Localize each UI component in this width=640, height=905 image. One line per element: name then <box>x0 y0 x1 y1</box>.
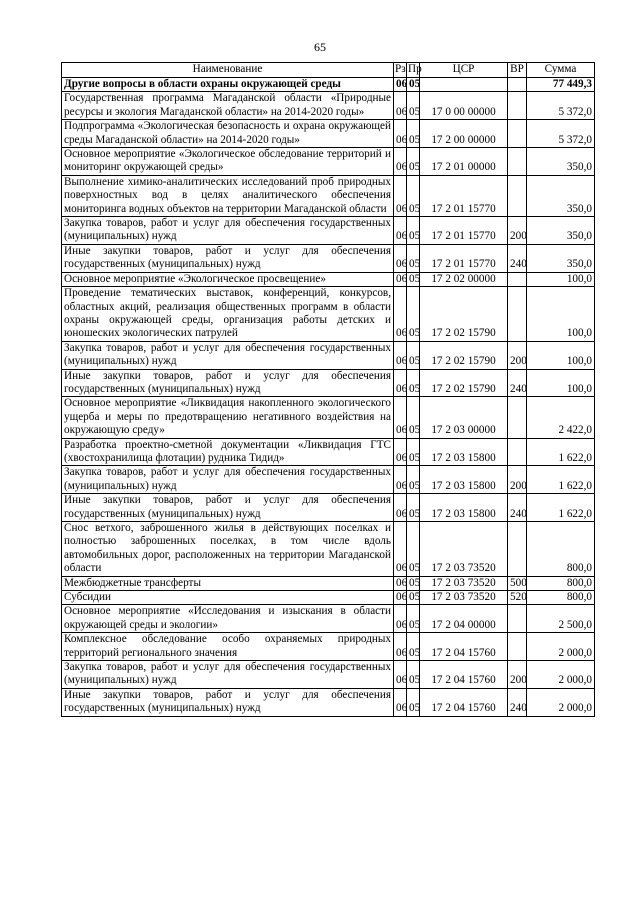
cell-vr <box>508 175 527 216</box>
table-header-row <box>62 63 595 78</box>
table-row <box>62 661 595 689</box>
cell-vr <box>508 397 527 438</box>
cell-pr: 05 <box>407 272 420 286</box>
table-row <box>62 605 595 633</box>
cell-pr: 05 <box>407 494 420 522</box>
cell-rz: 06 <box>394 466 407 494</box>
cell-sum: 100,0 <box>527 272 595 286</box>
cell-name: Выполнение химико-аналитических исследований проб природных поверхностных вод в целях аналитического обеспечения мониторинга водных объектов на территории Магаданской области <box>62 175 394 216</box>
cell-sum: 1 622,0 <box>527 438 595 466</box>
cell-vr: 200 <box>508 466 527 494</box>
cell-rz: 06 <box>394 522 407 577</box>
table-row <box>62 287 595 342</box>
cell-name: Государственная программа Магаданской области «Природные ресурсы и экология Магаданской области» на 2014-2020 годы» <box>62 92 394 120</box>
cell-rz: 06 <box>394 661 407 689</box>
table-row <box>62 217 595 245</box>
cell-pr: 05 <box>407 633 420 661</box>
page-number: 65 <box>314 40 326 54</box>
table-row <box>62 522 595 577</box>
cell-vr <box>508 633 527 661</box>
budget-table <box>61 62 595 717</box>
cell-csr: 17 2 03 15800 <box>420 438 508 466</box>
cell-csr: 17 2 00 00000 <box>420 120 508 148</box>
cell-rz: 06 <box>394 244 407 272</box>
table-row <box>62 494 595 522</box>
cell-pr: 05 <box>407 576 420 590</box>
cell-sum: 2 000,0 <box>527 633 595 661</box>
cell-vr: 240 <box>508 494 527 522</box>
table-row <box>62 688 595 716</box>
table-row <box>62 120 595 148</box>
cell-vr: 200 <box>508 217 527 245</box>
cell-csr: 17 2 01 15770 <box>420 217 508 245</box>
cell-sum: 2 500,0 <box>527 605 595 633</box>
cell-rz: 06 <box>394 148 407 176</box>
cell-csr: 17 0 00 00000 <box>420 92 508 120</box>
table-row <box>62 633 595 661</box>
cell-vr: 520 <box>508 591 527 605</box>
cell-pr: 05 <box>407 175 420 216</box>
cell-rz: 06 <box>394 438 407 466</box>
cell-name: Основное мероприятие «Экологическое обследование территорий и мониторинг окружающей среды» <box>62 148 394 176</box>
cell-csr: 17 2 01 15770 <box>420 244 508 272</box>
cell-name: Иные закупки товаров, работ и услуг для обеспечения государственных (муниципальных) нужд <box>62 688 394 716</box>
cell-csr: 17 2 03 73520 <box>420 522 508 577</box>
cell-sum: 100,0 <box>527 341 595 369</box>
table-row <box>62 78 595 92</box>
cell-sum: 2 000,0 <box>527 661 595 689</box>
cell-sum: 800,0 <box>527 576 595 590</box>
table-row <box>62 92 595 120</box>
cell-rz: 06 <box>394 688 407 716</box>
cell-rz: 06 <box>394 369 407 397</box>
cell-vr: 240 <box>508 244 527 272</box>
cell-sum: 2 000,0 <box>527 688 595 716</box>
cell-pr: 05 <box>407 605 420 633</box>
header-vr: ВР <box>508 63 527 78</box>
cell-rz: 06 <box>394 175 407 216</box>
cell-pr: 05 <box>407 688 420 716</box>
table-row <box>62 397 595 438</box>
cell-sum: 800,0 <box>527 591 595 605</box>
cell-pr: 05 <box>407 522 420 577</box>
cell-pr: 05 <box>407 438 420 466</box>
cell-name: Основное мероприятие «Ликвидация накопленного экологического ущерба и меры по предотвращению негативного воздействия на окружающую среду» <box>62 397 394 438</box>
cell-csr: 17 2 04 15760 <box>420 633 508 661</box>
cell-sum: 5 372,0 <box>527 92 595 120</box>
cell-name: Комплексное обследование особо охраняемых природных территорий регионального значения <box>62 633 394 661</box>
cell-csr: 17 2 04 15760 <box>420 661 508 689</box>
cell-vr <box>508 272 527 286</box>
cell-csr: 17 2 02 15790 <box>420 369 508 397</box>
cell-vr <box>508 287 527 342</box>
cell-pr: 05 <box>407 466 420 494</box>
cell-name: Иные закупки товаров, работ и услуг для обеспечения государственных (муниципальных) нужд <box>62 369 394 397</box>
table-row <box>62 272 595 286</box>
cell-rz: 06 <box>394 120 407 148</box>
cell-vr: 500 <box>508 576 527 590</box>
cell-name: Закупка товаров, работ и услуг для обеспечения государственных (муниципальных) нужд <box>62 661 394 689</box>
cell-sum: 1 622,0 <box>527 466 595 494</box>
cell-pr: 05 <box>407 217 420 245</box>
cell-vr: 200 <box>508 341 527 369</box>
cell-vr <box>508 78 527 92</box>
cell-rz: 06 <box>394 633 407 661</box>
cell-name: Подпрограмма «Экологическая безопасность и охрана окружающей среды Магаданской области» на 2014-2020 годы» <box>62 120 394 148</box>
cell-csr: 17 2 02 00000 <box>420 272 508 286</box>
table-row <box>62 466 595 494</box>
cell-pr: 05 <box>407 120 420 148</box>
cell-pr: 05 <box>407 661 420 689</box>
cell-csr: 17 2 01 15770 <box>420 175 508 216</box>
cell-csr: 17 2 02 15790 <box>420 287 508 342</box>
cell-rz: 06 <box>394 272 407 286</box>
cell-name: Иные закупки товаров, работ и услуг для обеспечения государственных (муниципальных) нужд <box>62 244 394 272</box>
cell-sum: 800,0 <box>527 522 595 577</box>
cell-pr: 05 <box>407 92 420 120</box>
cell-vr: 240 <box>508 369 527 397</box>
cell-name: Закупка товаров, работ и услуг для обеспечения государственных (муниципальных) нужд <box>62 341 394 369</box>
cell-pr: 05 <box>407 78 420 92</box>
cell-vr <box>508 522 527 577</box>
cell-name: Иные закупки товаров, работ и услуг для обеспечения государственных (муниципальных) нужд <box>62 494 394 522</box>
cell-csr <box>420 78 508 92</box>
cell-csr: 17 2 03 73520 <box>420 591 508 605</box>
cell-rz: 06 <box>394 78 407 92</box>
cell-vr <box>508 148 527 176</box>
cell-csr: 17 2 04 15760 <box>420 688 508 716</box>
cell-vr: 200 <box>508 661 527 689</box>
cell-pr: 05 <box>407 244 420 272</box>
cell-name: Снос ветхого, заброшенного жилья в действующих поселках и полностью заброшенных поселках, в том числе вдоль автомобильных дорог, расположенных на территории Магаданской области <box>62 522 394 577</box>
cell-rz: 06 <box>394 341 407 369</box>
cell-vr: 240 <box>508 688 527 716</box>
cell-vr <box>508 92 527 120</box>
table-row <box>62 576 595 590</box>
cell-rz: 06 <box>394 591 407 605</box>
cell-pr: 05 <box>407 148 420 176</box>
cell-name: Закупка товаров, работ и услуг для обеспечения государственных (муниципальных) нужд <box>62 217 394 245</box>
cell-csr: 17 2 04 00000 <box>420 605 508 633</box>
cell-name: Разработка проектно-сметной документации «Ликвидация ГТС (хвостохранилища флотации) рудника Тидид» <box>62 438 394 466</box>
table-row <box>62 438 595 466</box>
cell-sum: 350,0 <box>527 244 595 272</box>
cell-pr: 05 <box>407 341 420 369</box>
header-rz: Рз <box>394 63 407 78</box>
cell-sum: 2 422,0 <box>527 397 595 438</box>
cell-vr <box>508 438 527 466</box>
cell-rz: 06 <box>394 397 407 438</box>
header-sum: Сумма <box>527 63 595 78</box>
table-row <box>62 369 595 397</box>
cell-pr: 05 <box>407 591 420 605</box>
cell-sum: 350,0 <box>527 148 595 176</box>
cell-pr: 05 <box>407 397 420 438</box>
cell-name: Другие вопросы в области охраны окружающей среды <box>62 78 394 92</box>
cell-pr: 05 <box>407 287 420 342</box>
cell-csr: 17 2 03 15800 <box>420 494 508 522</box>
cell-name: Проведение тематических выставок, конференций, конкурсов, областных акций, реализация общественных программ в области охраны окружающей среды, организация работы детских и юношеских экологических патрулей <box>62 287 394 342</box>
cell-name: Основное мероприятие «Экологическое просвещение» <box>62 272 394 286</box>
cell-rz: 06 <box>394 217 407 245</box>
cell-rz: 06 <box>394 494 407 522</box>
table-row <box>62 175 595 216</box>
cell-vr <box>508 605 527 633</box>
cell-csr: 17 2 03 15800 <box>420 466 508 494</box>
table-body <box>62 78 595 717</box>
table-row <box>62 244 595 272</box>
cell-vr <box>508 120 527 148</box>
table-row <box>62 341 595 369</box>
cell-pr: 05 <box>407 369 420 397</box>
cell-rz: 06 <box>394 92 407 120</box>
cell-csr: 17 2 03 00000 <box>420 397 508 438</box>
cell-sum: 100,0 <box>527 287 595 342</box>
cell-name: Межбюджетные трансферты <box>62 576 394 590</box>
header-csr: ЦСР <box>420 63 508 78</box>
cell-sum: 350,0 <box>527 175 595 216</box>
cell-sum: 100,0 <box>527 369 595 397</box>
cell-rz: 06 <box>394 576 407 590</box>
table-row <box>62 148 595 176</box>
cell-name: Закупка товаров, работ и услуг для обеспечения государственных (муниципальных) нужд <box>62 466 394 494</box>
cell-sum: 1 622,0 <box>527 494 595 522</box>
cell-name: Основное мероприятие «Исследования и изыскания в области окружающей среды и экологии» <box>62 605 394 633</box>
header-pr: Пр <box>407 63 420 78</box>
cell-csr: 17 2 01 00000 <box>420 148 508 176</box>
cell-csr: 17 2 02 15790 <box>420 341 508 369</box>
cell-sum: 77 449,3 <box>527 78 595 92</box>
cell-name: Субсидии <box>62 591 394 605</box>
cell-csr: 17 2 03 73520 <box>420 576 508 590</box>
cell-rz: 06 <box>394 287 407 342</box>
cell-sum: 5 372,0 <box>527 120 595 148</box>
cell-rz: 06 <box>394 605 407 633</box>
cell-sum: 350,0 <box>527 217 595 245</box>
table-row <box>62 591 595 605</box>
header-name: Наименование <box>62 63 394 78</box>
